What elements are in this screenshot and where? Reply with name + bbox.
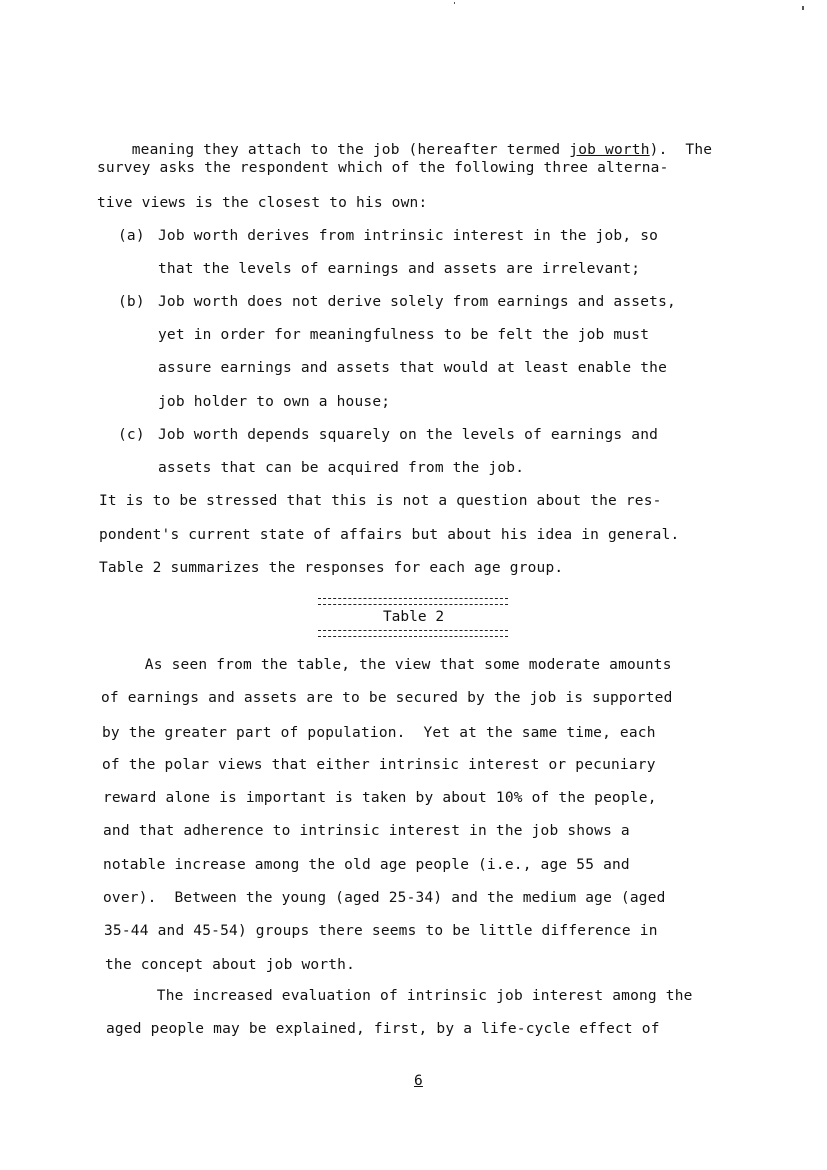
body-line: pondent's current state of affairs but about his idea in general. bbox=[99, 527, 680, 543]
option-line: assure earnings and assets that would at least enable the bbox=[158, 360, 667, 376]
body-line: the concept about job worth. bbox=[105, 957, 356, 973]
body-line: by the greater part of population. Yet at the same time, each bbox=[102, 725, 656, 741]
body-line: Table 2 summarizes the responses for each age group. bbox=[99, 560, 564, 576]
body-line: of earnings and assets are to be secured by the job is supported bbox=[101, 690, 673, 706]
body-line: tive views is the closest to his own: bbox=[97, 195, 428, 211]
option-line: Job worth derives from intrinsic interest in the job, so bbox=[158, 228, 659, 244]
scan-speck bbox=[802, 6, 804, 10]
body-line: The increased evaluation of intrinsic job interest among the bbox=[130, 988, 693, 1004]
table-top-rule bbox=[318, 598, 508, 605]
option-line: yet in order for meaningfulness to be felt the job must bbox=[158, 327, 650, 343]
body-line: As seen from the table, the view that some moderate amounts bbox=[118, 657, 672, 673]
option-line: that the levels of earnings and assets are irrelevant; bbox=[158, 261, 641, 277]
underlined-term: job worth bbox=[569, 142, 650, 158]
option-line: Job worth does not derive solely from earnings and assets, bbox=[158, 294, 676, 310]
body-line: and that adherence to intrinsic interest in the job shows a bbox=[103, 823, 630, 839]
body-line: reward alone is important is taken by about 10% of the people, bbox=[103, 790, 657, 806]
option-line: job holder to own a house; bbox=[158, 394, 391, 410]
body-line: notable increase among the old age people (i.e., age 55 and bbox=[103, 857, 630, 873]
body-line: It is to be stressed that this is not a question about the res- bbox=[99, 493, 662, 509]
option-line: Job worth depends squarely on the levels of earnings and bbox=[158, 427, 659, 443]
body-line: survey asks the respondent which of the following three alterna- bbox=[97, 160, 669, 176]
text-fragment: meaning they attach to the job (hereafter termed bbox=[131, 142, 570, 158]
body-line: aged people may be explained, first, by a life-cycle effect of bbox=[106, 1021, 660, 1037]
option-line: assets that can be acquired from the job. bbox=[158, 460, 525, 476]
scan-speck bbox=[454, 2, 455, 4]
table-caption: Table 2 bbox=[382, 609, 445, 625]
text-fragment: ). The bbox=[649, 142, 713, 158]
body-line: of the polar views that either intrinsic interest or pecuniary bbox=[102, 757, 656, 773]
body-line: over). Between the young (aged 25-34) and the medium age (aged bbox=[103, 890, 666, 906]
body-line: 35-44 and 45-54) groups there seems to be little difference in bbox=[104, 923, 658, 939]
table-bottom-rule bbox=[318, 630, 508, 637]
option-label: (c) bbox=[118, 427, 145, 443]
option-label: (b) bbox=[118, 294, 145, 310]
option-label: (a) bbox=[118, 228, 145, 244]
page-number: 6 bbox=[414, 1073, 423, 1089]
